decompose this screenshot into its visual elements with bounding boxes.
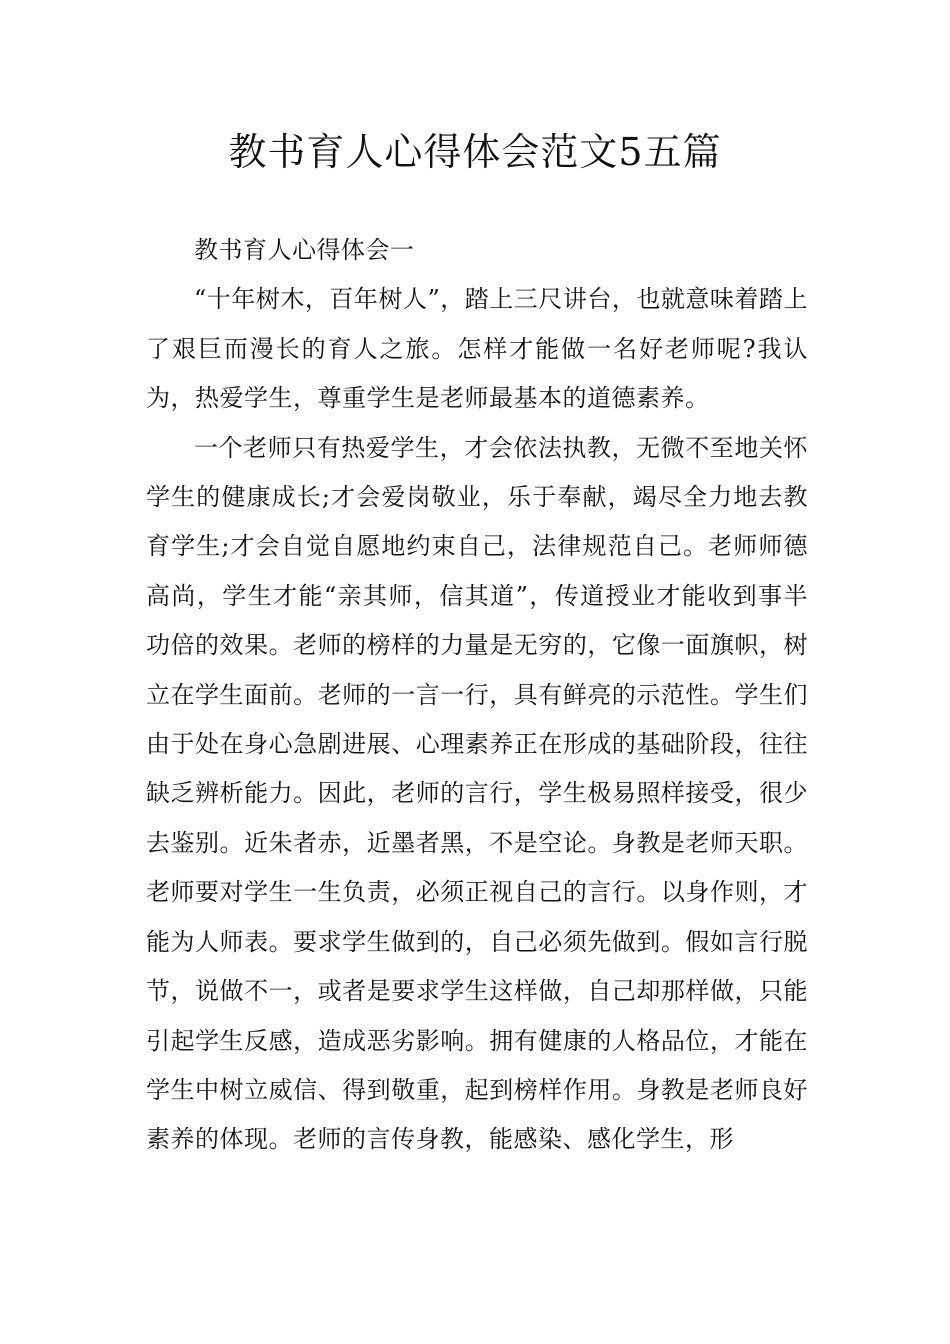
section-heading: 教书育人心得体会一	[194, 236, 415, 264]
document-title: 教书育人心得体会范文5五篇	[228, 130, 722, 174]
body-paragraph: 一个老师只有热爱学生，才会依法执教，无微不至地关怀学生的健康成长;才会爱岗敬业，乐于奉献，竭尽全力地去教育学生;才会自觉自愿地约束自己，法律规范自己。老师师德高尚，学生才能“亲其师，信其道”，传道授业才能收到事半功倍的效果。老师的榜样的力量是无穷的，它像一面旗帜，树立在学生面前。老师的一言一行，具有鲜亮的示范性。学生们由于处在身心急剧进展、心理素养正在形成的基础阶段，往往缺乏辨析能力。因此，老师的言行，学生极易照样接受，很少去鉴别。近朱者赤，近墨者黑，不是空论。身教是老师天职。老师要对学生一生负责，必须正视自己的言行。以身作则，才能为人师表。要求学生做到的，自己必须先做到。假如言行脱节，说做不一，或者是要求学生这样做，自己却那样做，只能引起学生反感，造成恶劣影响。拥有健康的人格品位，才能在学生中树立威信、得到敬重，起到榜样作用。身教是老师良好素养的体现。老师的言传身教，能感染、感化学生，形	[146, 433, 808, 1154]
body-paragraph: “十年树木，百年树人”，踏上三尺讲台，也就意味着踏上了艰巨而漫长的育人之旅。怎样才能做一名好老师呢?我认为，热爱学生，尊重学生是老师最基本的道德素养。	[146, 285, 808, 413]
document-body	[146, 226, 808, 1165]
